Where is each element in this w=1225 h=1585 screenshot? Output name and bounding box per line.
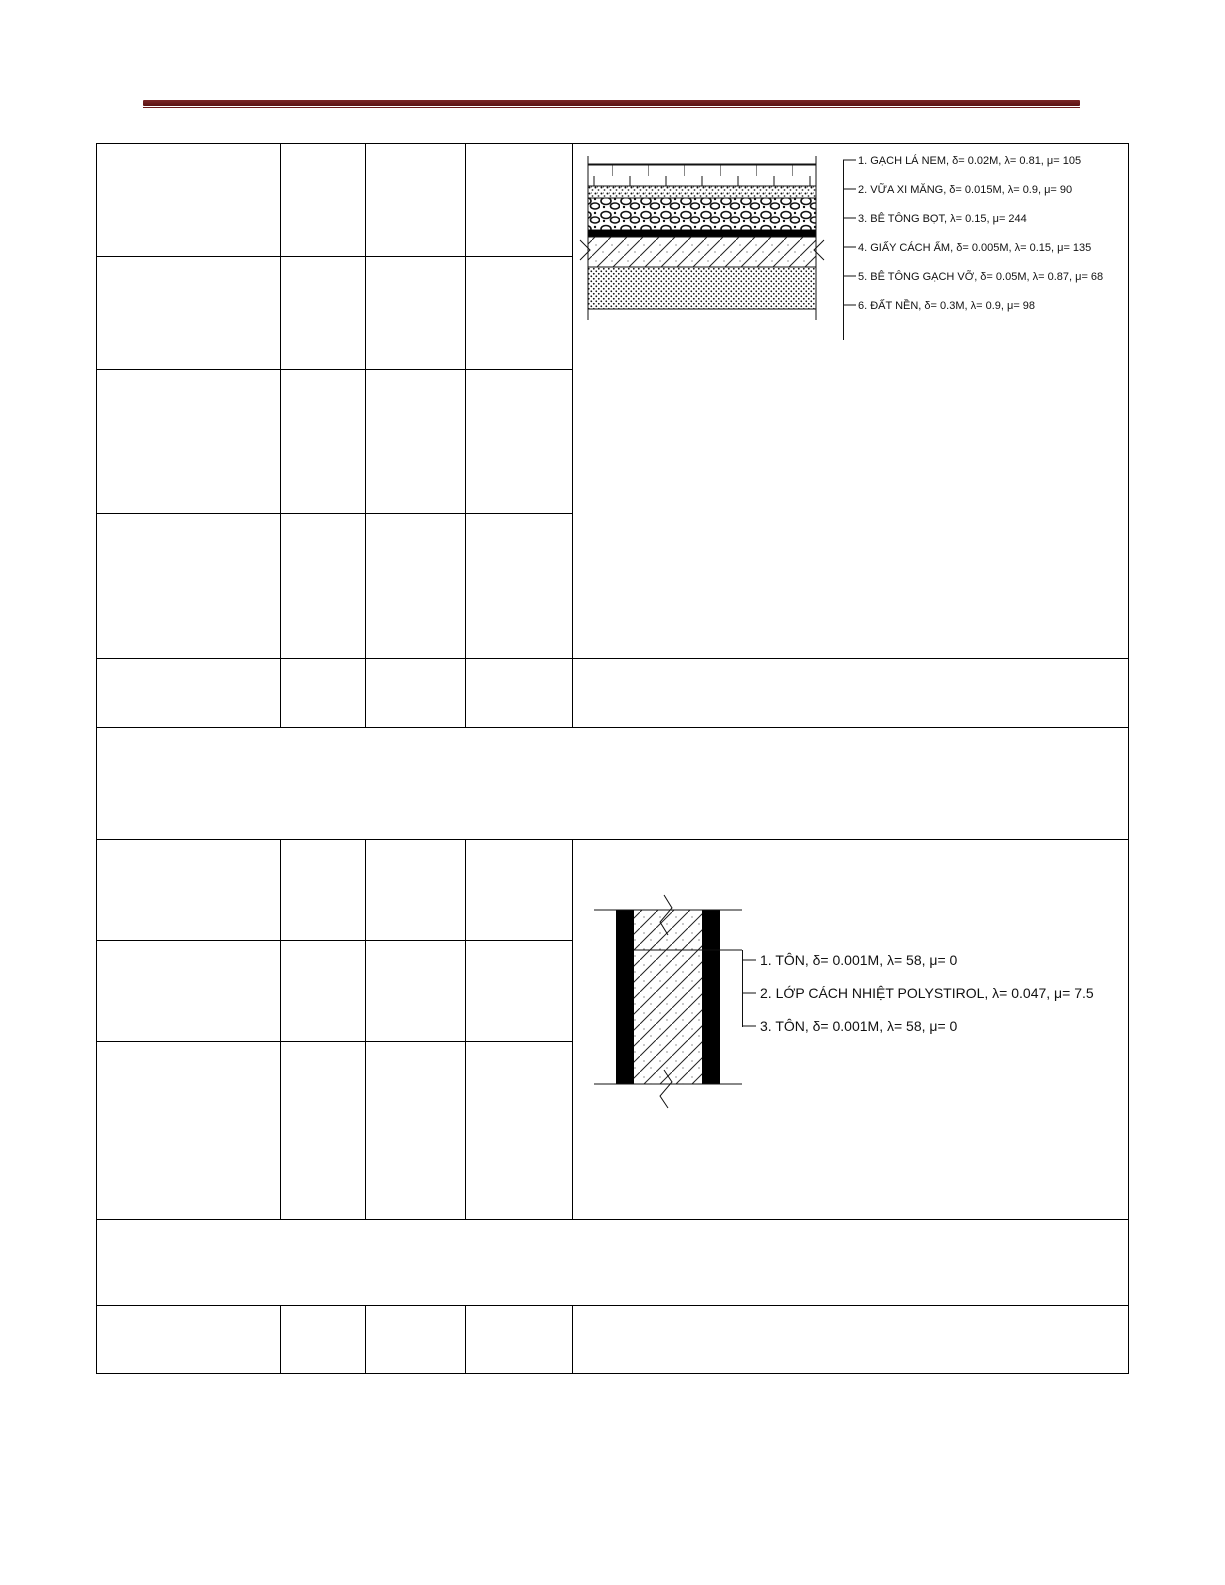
wall-legend-item-2: 2. LỚP CÁCH NHIỆT POLYSTIROL, λ= 0.047, μ= 7.5 — [760, 985, 1094, 1001]
floor-section-drawing — [580, 154, 1103, 340]
floor-legend-item-1: 1. GẠCH LÁ NEM, δ= 0.02M, λ= 0.81, μ= 105 — [858, 155, 1082, 167]
floor-legend-item-2: 2. VỮA XI MĂNG, δ= 0.015M, λ= 0.9, μ= 90 — [858, 184, 1073, 196]
floor-layer-soil — [588, 267, 816, 309]
wall-legend-item-3: 3. TÔN, δ= 0.001M, λ= 58, μ= 0 — [760, 1018, 958, 1034]
floor-legend-item-6: 6. ĐẤT NỀN, δ= 0.3M, λ= 0.9, μ= 98 — [858, 300, 1036, 312]
floor-layer-foam-concrete — [588, 198, 816, 230]
wall-layer-steel-right — [702, 910, 720, 1084]
wall-legend-item-1: 1. TÔN, δ= 0.001M, λ= 58, μ= 0 — [760, 952, 958, 968]
floor-layer-brick-concrete — [588, 237, 816, 267]
table-grid — [96, 143, 1129, 1374]
floor-layer-tile — [588, 164, 816, 186]
floor-layer-mortar — [588, 186, 816, 198]
floor-layer-moisture-paper — [588, 230, 816, 237]
floor-legend-item-4: 4. GIẤY CÁCH ẨM, δ= 0.005M, λ= 0.15, μ= 135 — [858, 242, 1092, 254]
wall-section-drawing — [594, 895, 1094, 1108]
wall-layer-insulation — [634, 910, 702, 1084]
floor-leader-lines — [843, 160, 856, 340]
floor-legend-item-5: 5. BÊ TÔNG GẠCH VỠ, δ= 0.05M, λ= 0.87, μ= 68 — [858, 271, 1104, 283]
wall-leader-lines — [742, 950, 756, 1027]
floor-legend-item-3: 3. BÊ TÔNG BỌT, λ= 0.15, μ= 244 — [858, 213, 1027, 225]
wall-layer-steel-left — [616, 910, 634, 1084]
